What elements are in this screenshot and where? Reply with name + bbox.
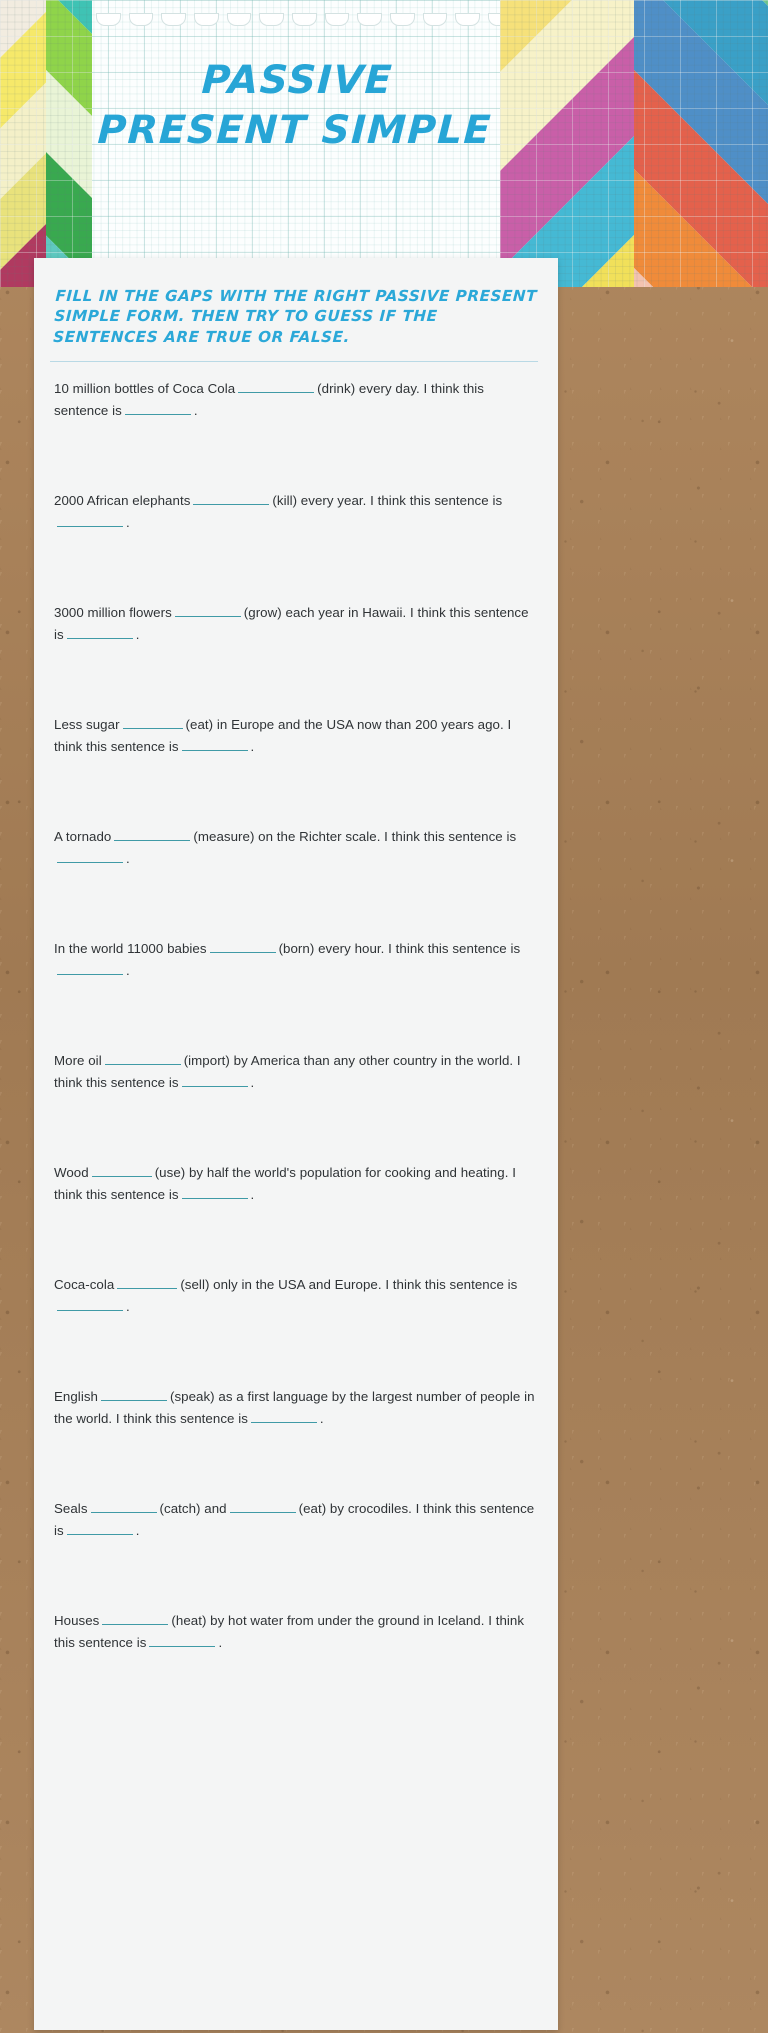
- answer-blank[interactable]: [182, 736, 248, 751]
- answer-blank[interactable]: [149, 1632, 215, 1647]
- question-text: English: [54, 1389, 98, 1405]
- hole-icon: [194, 13, 219, 26]
- question-text: 10 million bottles of Coca Cola: [54, 381, 236, 397]
- chevron-decoration-left: [0, 0, 92, 287]
- question-text: Houses: [54, 1613, 100, 1629]
- title-container: [92, 56, 500, 156]
- question-item: [54, 826, 538, 870]
- answer-blank[interactable]: [67, 624, 133, 639]
- answer-blank[interactable]: [92, 1162, 152, 1177]
- question-text: .: [126, 851, 130, 867]
- answer-blank[interactable]: [123, 714, 183, 729]
- question-item: [54, 602, 538, 646]
- answer-blank[interactable]: [57, 512, 123, 527]
- chevron-left-inner: [46, 0, 92, 287]
- question-text: 3000 million flowers: [54, 605, 172, 621]
- question-item: [54, 1498, 538, 1542]
- question-text: .: [126, 515, 130, 531]
- hole-icon: [227, 13, 252, 26]
- question-text: More oil: [54, 1053, 102, 1069]
- answer-blank[interactable]: [57, 1296, 123, 1311]
- answer-blank[interactable]: [210, 938, 276, 953]
- question-text: .: [126, 963, 130, 979]
- answer-blank[interactable]: [238, 378, 314, 393]
- instructions-text: FILL IN THE GAPS WITH THE RIGHT PASSIVE PRESENT SIMPLE FORM. THEN TRY TO GUESS IF THE SENTENCES ARE TRUE OR FALSE.: [50, 286, 542, 362]
- answer-blank[interactable]: [57, 848, 123, 863]
- hole-icon: [161, 13, 186, 26]
- hole-icon: [96, 13, 121, 26]
- question-item: [54, 938, 538, 982]
- question-list: [52, 378, 540, 1654]
- question-text: (born) every hour. I think this sentence is: [278, 941, 521, 957]
- question-item: [54, 1274, 538, 1318]
- answer-blank[interactable]: [251, 1408, 317, 1423]
- answer-blank[interactable]: [125, 400, 191, 415]
- chevron-left-outer: [0, 0, 46, 287]
- question-text: Seals: [54, 1501, 88, 1517]
- question-text: (catch) and: [159, 1501, 227, 1517]
- hole-icon: [259, 13, 284, 26]
- answer-blank[interactable]: [57, 960, 123, 975]
- answer-blank[interactable]: [193, 490, 269, 505]
- hole-icon: [423, 13, 448, 26]
- question-text: .: [218, 1635, 223, 1651]
- answer-blank[interactable]: [101, 1386, 167, 1401]
- question-item: [54, 1386, 538, 1430]
- question-text: .: [250, 1075, 255, 1091]
- question-text: (eat) by crocodiles. I think this sentence is: [54, 1501, 535, 1539]
- hole-icon: [390, 13, 415, 26]
- question-text: Less sugar: [54, 717, 120, 733]
- answer-blank[interactable]: [91, 1498, 157, 1513]
- question-item: [54, 1610, 538, 1654]
- question-text: .: [250, 739, 255, 755]
- question-text: Wood: [54, 1165, 89, 1181]
- question-text: 2000 African elephants: [54, 493, 191, 509]
- chevron-right-outer: [500, 0, 634, 287]
- question-text: Coca-cola: [54, 1277, 115, 1293]
- question-item: [54, 490, 538, 534]
- question-text: (use) by half the world's population for cooking and heating. I think this sentence is: [54, 1165, 516, 1203]
- question-text: A tornado: [54, 829, 112, 845]
- worksheet-card: [34, 258, 558, 2030]
- question-text: .: [135, 1523, 140, 1539]
- question-item: [54, 1162, 538, 1206]
- question-text: .: [126, 1299, 130, 1315]
- question-text: (grow) each year in Hawaii. I think this sentence is: [54, 605, 529, 643]
- answer-blank[interactable]: [102, 1610, 168, 1625]
- question-text: (import) by America than any other country in the world. I think this sentence is: [54, 1053, 521, 1091]
- worksheet-header: [0, 0, 768, 287]
- answer-blank[interactable]: [182, 1072, 248, 1087]
- chevron-decoration-right: [500, 0, 768, 287]
- question-text: .: [135, 627, 140, 643]
- question-text: (measure) on the Richter scale. I think this sentence is: [193, 829, 517, 845]
- answer-blank[interactable]: [230, 1498, 296, 1513]
- question-text: (eat) in Europe and the USA now than 200 years ago. I think this sentence is: [54, 717, 512, 755]
- answer-blank[interactable]: [67, 1520, 133, 1535]
- question-item: [54, 378, 538, 422]
- question-text: (sell) only in the USA and Europe. I think this sentence is: [180, 1277, 518, 1293]
- question-text: (drink) every day. I think this sentence is: [54, 381, 484, 419]
- question-text: (kill) every year. I think this sentence is: [272, 493, 503, 509]
- hole-icon: [357, 13, 382, 26]
- hole-icon: [292, 13, 317, 26]
- page-title: PASSIVE PRESENT SIMPLE: [96, 58, 493, 153]
- hole-icon: [129, 13, 154, 26]
- answer-blank[interactable]: [117, 1274, 177, 1289]
- question-text: .: [250, 1187, 255, 1203]
- question-item: [54, 1050, 538, 1094]
- answer-blank[interactable]: [105, 1050, 181, 1065]
- question-text: .: [319, 1411, 324, 1427]
- answer-blank[interactable]: [175, 602, 241, 617]
- question-text: (heat) by hot water from under the ground in Iceland. I think this sentence is: [54, 1613, 525, 1651]
- answer-blank[interactable]: [182, 1184, 248, 1199]
- question-item: [54, 714, 538, 758]
- hole-icon: [455, 13, 480, 26]
- question-text: (speak) as a first language by the largest number of people in the world. I think this sentence is: [54, 1389, 535, 1427]
- hole-icon: [325, 13, 350, 26]
- chevron-right-inner: [634, 0, 768, 287]
- question-text: .: [193, 403, 198, 419]
- question-text: In the world 11000 babies: [54, 941, 207, 957]
- answer-blank[interactable]: [114, 826, 190, 841]
